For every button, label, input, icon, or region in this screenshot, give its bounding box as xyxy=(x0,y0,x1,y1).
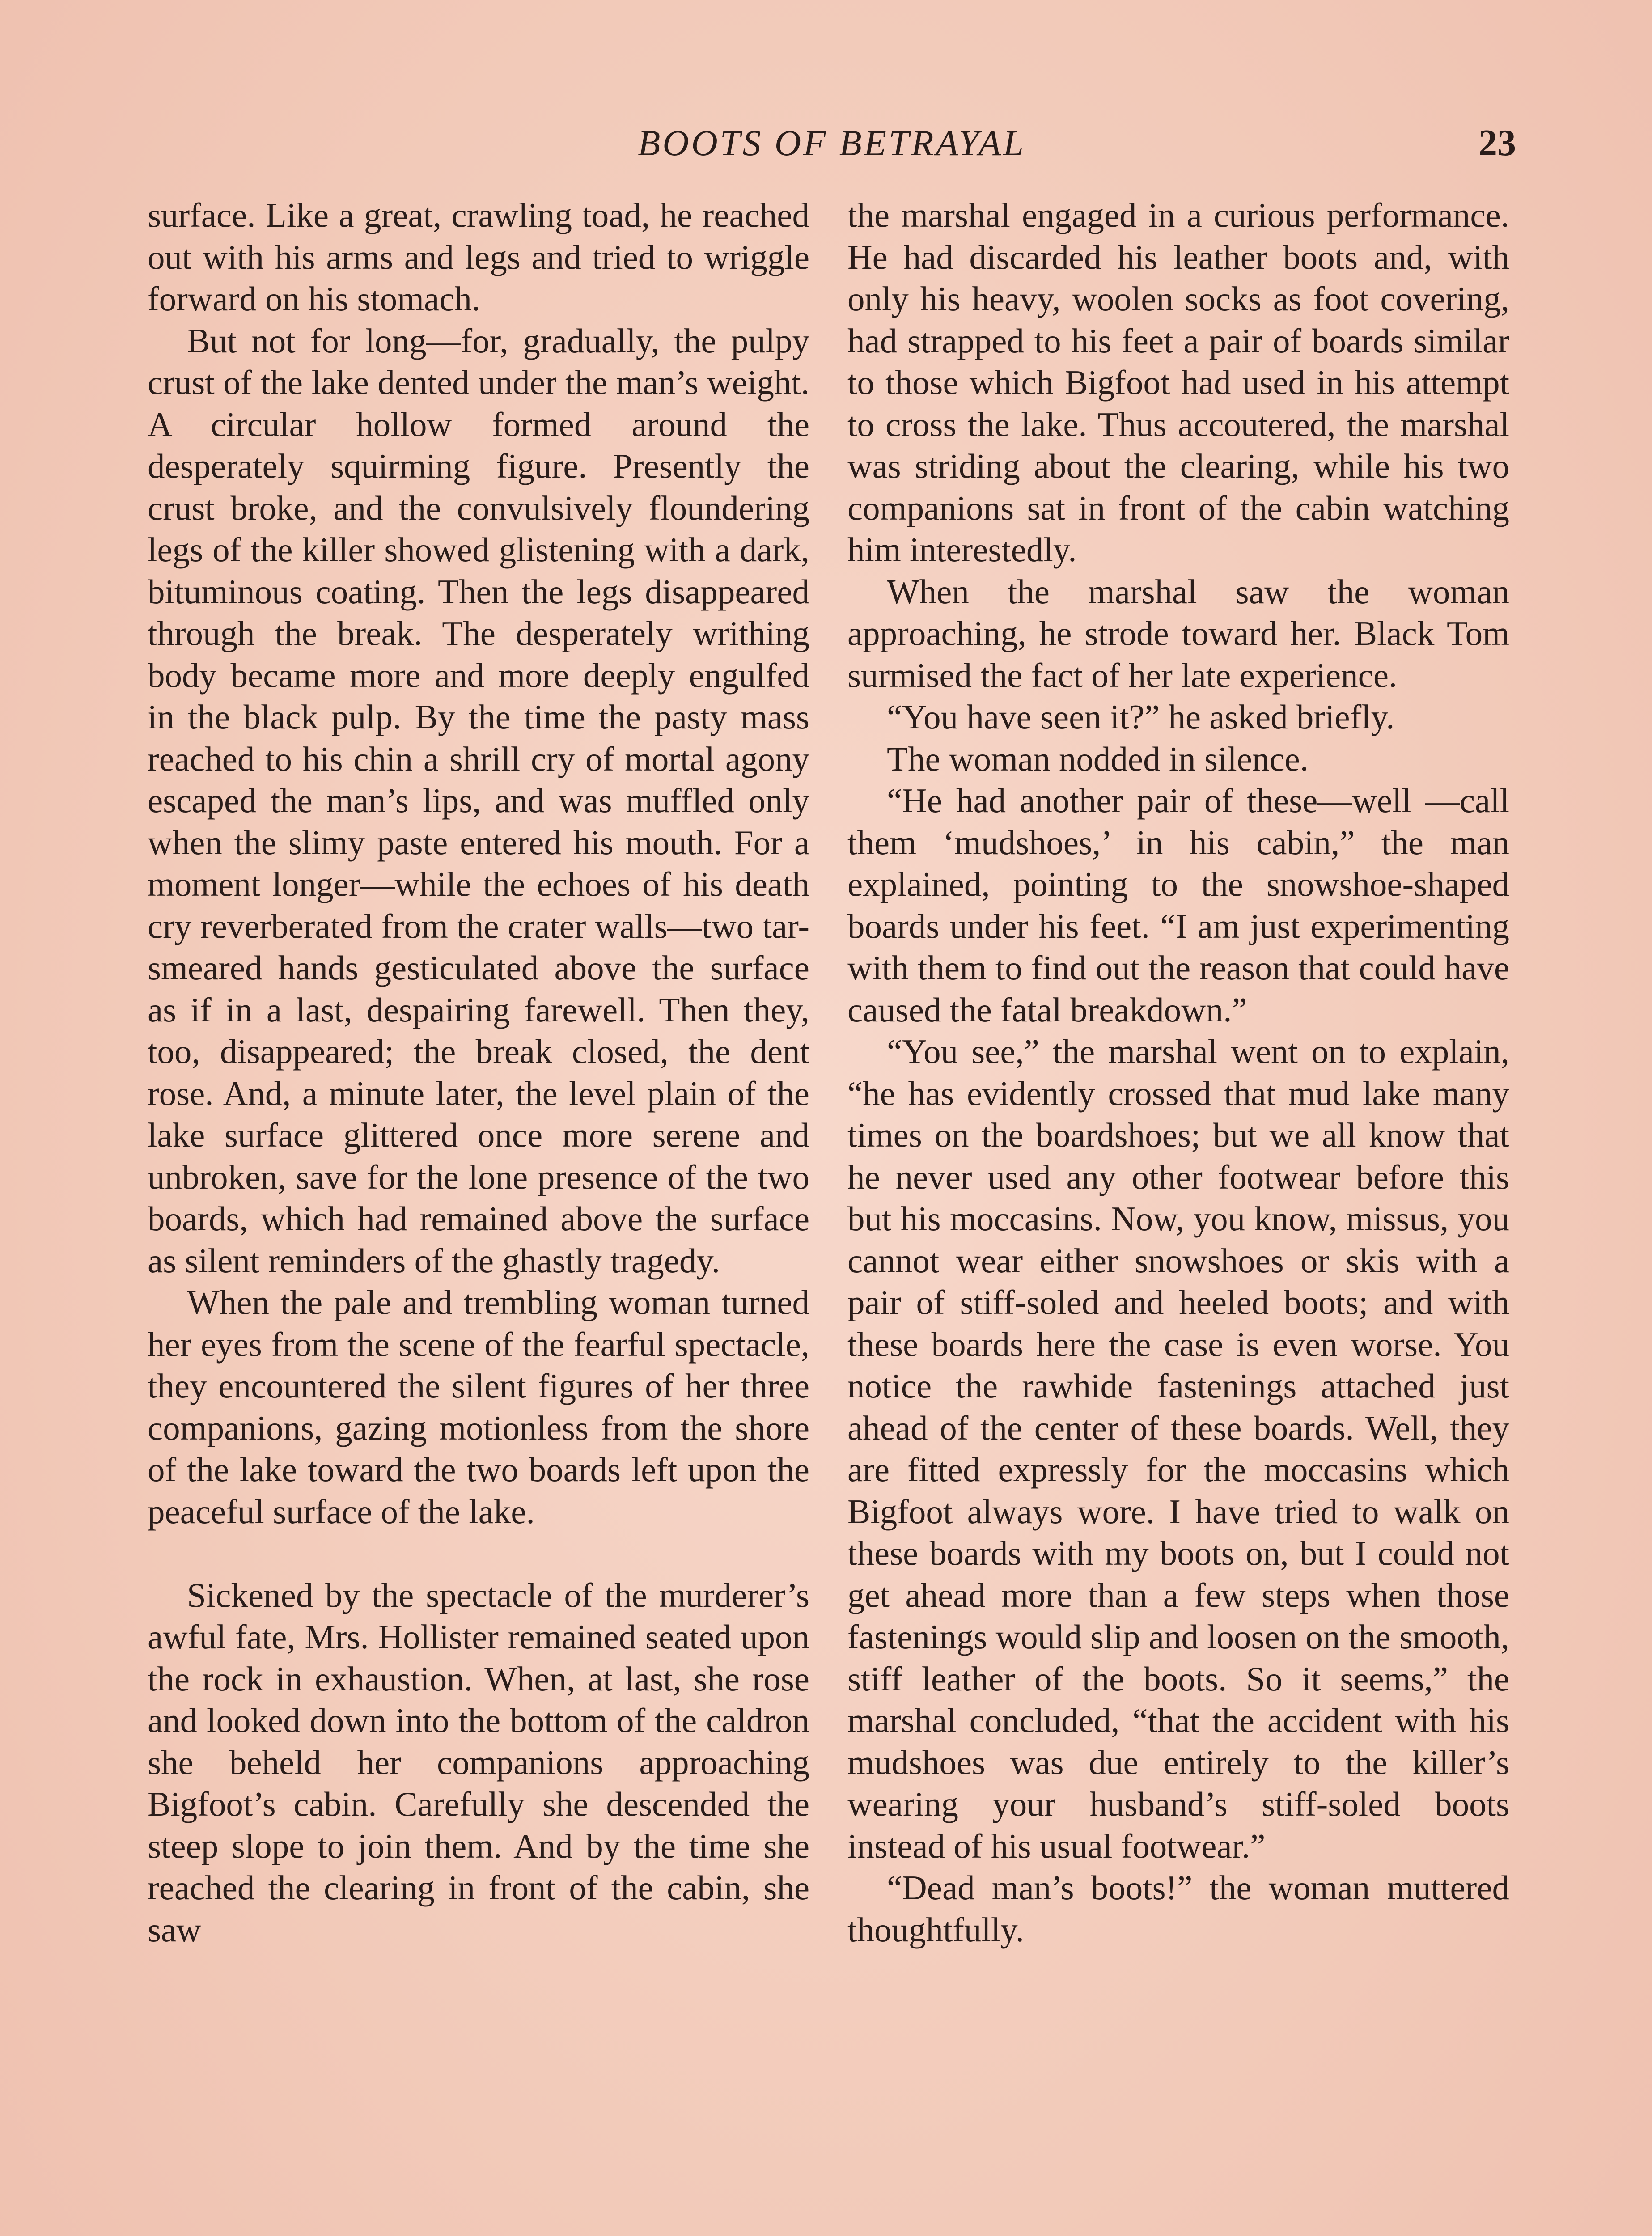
paragraph: When the marshal saw the woman approaching, he strode toward her. Black Tom surmised the fact of her late experience. xyxy=(847,572,1509,695)
right-column xyxy=(847,195,1509,1951)
paragraph: surface. Like a great, crawling toad, he reached out with his arms and legs and tried to wriggle forward on his stomach. xyxy=(148,196,809,318)
running-title: BOOTS OF BETRAYAL xyxy=(638,123,1026,163)
paragraph: “You see,” the marshal went on to explain, “he has evidently crossed that mud lake many times on the boardshoes; but we all know that he never used any other footwear before this but his moccasins. Now, you know, missus, you cannot wear either snowshoes or skis with a pair of stiff-soled and heeled boots; and with these boards here the case is even worse. You notice the rawhide fastenings attached just ahead of the center of these boards. Well, they are fitted expressly for the moccasins which Bigfoot always wore. I have tried to walk on these boards with my boots on, but I could not get ahead more than a few steps when those fastenings would slip and loosen on the smooth, stiff leather of the boots. So it seems,” the marshal concluded, “that the accident with his mudshoes was due entirely to the killer’s wearing your husband’s stiff-soled boots instead of his usual footwear.” xyxy=(847,1032,1509,1865)
left-column xyxy=(148,195,809,1951)
paragraph: “You have seen it?” he asked briefly. xyxy=(887,698,1395,736)
paragraph: When the pale and trembling woman turned her eyes from the scene of the fearful spectacle, they encountered the silent figures of her three companions, gazing motionless from the shore of the lake toward the two boards left upon the peaceful surface of the lake. xyxy=(148,1283,809,1531)
paragraph: The woman nodded in silence. xyxy=(887,739,1309,778)
paragraph: “Dead man’s boots!” the woman muttered thoughtfully. xyxy=(847,1868,1509,1949)
paragraph: Sickened by the spectacle of the murderer’s awful fate, Mrs. Hollister remained seated upon the rock in exhaustion. When, at last, she rose and looked down into the bottom of the caldron she beheld her companions approaching Bigfoot’s cabin. Carefully she descended the steep slope to join them. And by the time she reached the clearing in front of the cabin, she saw xyxy=(148,1575,809,1949)
page-number: 23 xyxy=(1478,122,1516,164)
paragraph: But not for long—for, gradually, the pulpy crust of the lake dented under the man’s weight. A circular hollow formed around the desperately squirming figure. Presently the crust broke, and the convulsively floundering legs of the killer showed glistening with a dark, bituminous coating. Then the legs disappeared through the break. The desperately writhing body became more and more deeply engulfed in the black pulp. By the time the pasty mass reached to his chin a shrill cry of mortal agony escaped the man’s lips, and was muffled only when the slimy paste entered his mouth. For a moment longer—while the echoes of his death cry reverberated from the crater walls—two tar-smeared hands gesticulated above the surface as if in a last, despairing farewell. Then they, too, disappeared; the break closed, the dent rose. And, a minute later, the level plain of the lake surface glittered once more serene and unbroken, save for the lone presence of the two boards, which had remained above the surface as silent reminders of the ghastly tragedy. xyxy=(148,321,809,1280)
paragraph: “He had another pair of these—well —call them ‘mudshoes,’ in his cabin,” the man explained, pointing to the snowshoe-shaped boards under his feet. “I am just experimenting with them to find out the reason that could have caused the fatal breakdown.” xyxy=(847,781,1509,1029)
paragraph: the marshal engaged in a curious performance. He had discarded his leather boots and, with only his heavy, woolen socks as foot covering, had strapped to his feet a pair of boards similar to those which Bigfoot had used in his attempt to cross the lake. Thus accoutered, the marshal was striding about the clearing, while his two companions sat in front of the cabin watching him interestedly. xyxy=(847,196,1509,569)
page-header xyxy=(148,119,1516,168)
